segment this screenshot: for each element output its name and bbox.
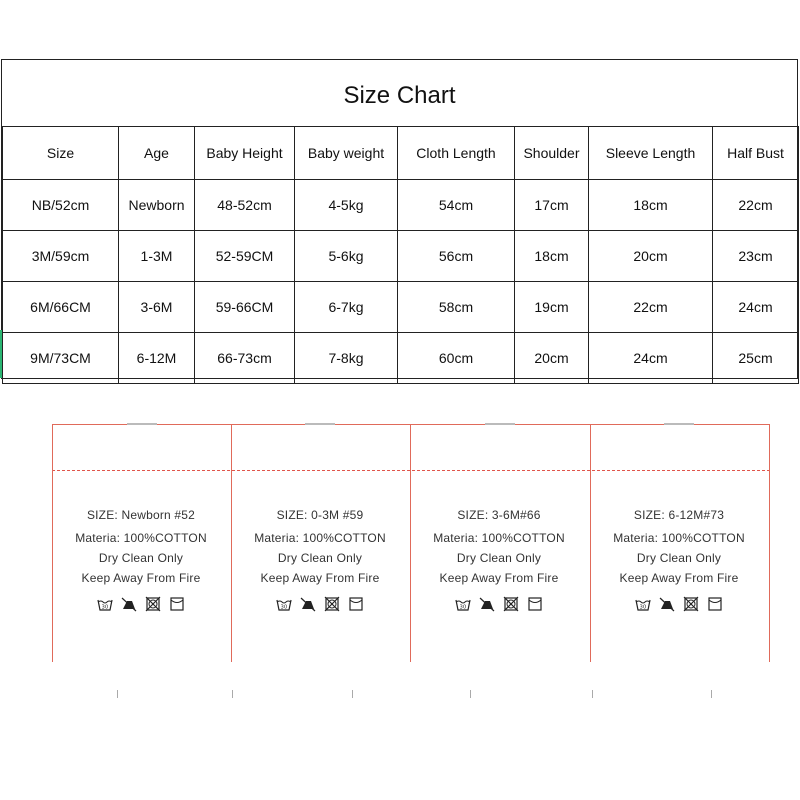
table-cell: 52-59CM: [195, 231, 295, 282]
table-cell: 58cm: [398, 282, 515, 333]
table-cell: NB/52cm: [3, 180, 119, 231]
label-care-text: Dry Clean Only: [98, 551, 184, 565]
table-cell: 6-12M: [119, 333, 195, 384]
svg-text:30: 30: [101, 604, 109, 611]
cut-mark: [232, 690, 233, 698]
cut-mark: [352, 690, 353, 698]
left-accent-bar: [0, 330, 2, 378]
header-half-bust: Half Bust: [713, 127, 799, 180]
wash-30-icon: [97, 596, 113, 612]
cut-mark: [592, 690, 593, 698]
header-cloth-length: Cloth Length: [398, 127, 515, 180]
table-cell: 18cm: [515, 231, 589, 282]
label-divider: [769, 424, 770, 662]
size-table: [2, 126, 799, 384]
care-icons: [590, 596, 768, 612]
header-shoulder: Shoulder: [515, 127, 589, 180]
no-tumble-dry-icon: [503, 596, 519, 612]
table-row: [3, 180, 799, 231]
header-baby-weight: Baby weight: [295, 127, 398, 180]
table-cell: 3M/59cm: [3, 231, 119, 282]
table-cell: 22cm: [713, 180, 799, 231]
no-tumble-dry-icon: [324, 596, 340, 612]
dry-flat-icon: [527, 596, 543, 612]
care-icons: [231, 596, 409, 612]
table-cell: 3-6M: [119, 282, 195, 333]
garment-label-newborn: [52, 505, 230, 612]
label-strip-top-rule: [52, 424, 770, 425]
table-cell: 19cm: [515, 282, 589, 333]
table-cell: 6-7kg: [295, 282, 398, 333]
label-care-text: Dry Clean Only: [277, 551, 363, 565]
dry-flat-icon: [707, 596, 723, 612]
label-care-text: Keep Away From Fire: [81, 571, 201, 585]
care-icons: [52, 596, 230, 612]
table-cell: 7-8kg: [295, 333, 398, 384]
label-material: Materia: 100%COTTON: [613, 531, 745, 545]
svg-text:30: 30: [459, 604, 467, 611]
table-cell: 25cm: [713, 333, 799, 384]
table-cell: 23cm: [713, 231, 799, 282]
table-cell: 6M/66CM: [3, 282, 119, 333]
iron-icon: [479, 596, 495, 612]
label-care-text: Keep Away From Fire: [260, 571, 380, 585]
header-size: Size: [3, 127, 119, 180]
cut-mark: [711, 690, 712, 698]
svg-text:30: 30: [639, 604, 647, 611]
garment-label-3-6m: [410, 505, 588, 612]
label-material: Materia: 100%COTTON: [433, 531, 565, 545]
iron-icon: [659, 596, 675, 612]
no-tumble-dry-icon: [683, 596, 699, 612]
no-tumble-dry-icon: [145, 596, 161, 612]
label-care-text: Keep Away From Fire: [439, 571, 559, 585]
dry-flat-icon: [348, 596, 364, 612]
table-cell: 56cm: [398, 231, 515, 282]
garment-label-0-3m: [231, 505, 409, 612]
stitch-mark: [664, 423, 694, 425]
table-cell: 66-73cm: [195, 333, 295, 384]
table-cell: 59-66CM: [195, 282, 295, 333]
label-material: Materia: 100%COTTON: [75, 531, 207, 545]
table-row: [3, 231, 799, 282]
stitch-mark: [485, 423, 515, 425]
chart-title: Size Chart: [2, 60, 797, 127]
table-cell: 1-3M: [119, 231, 195, 282]
table-cell: 5-6kg: [295, 231, 398, 282]
table-cell: 20cm: [589, 231, 713, 282]
label-size: SIZE: 6-12M#73: [633, 508, 725, 522]
label-size: SIZE: Newborn #52: [86, 508, 196, 522]
table-row: [3, 333, 799, 384]
table-cell: 17cm: [515, 180, 589, 231]
label-size: SIZE: 0-3M #59: [276, 508, 364, 522]
table-cell: 22cm: [589, 282, 713, 333]
table-cell: 4-5kg: [295, 180, 398, 231]
wash-30-icon: [455, 596, 471, 612]
table-cell: 24cm: [589, 333, 713, 384]
stitch-mark: [305, 423, 335, 425]
table-cell: 60cm: [398, 333, 515, 384]
table-cell: 54cm: [398, 180, 515, 231]
wash-30-icon: [276, 596, 292, 612]
table-row: [3, 282, 799, 333]
dry-flat-icon: [169, 596, 185, 612]
care-icons: [410, 596, 588, 612]
header-baby-height: Baby Height: [195, 127, 295, 180]
iron-icon: [121, 596, 137, 612]
table-cell: 9M/73CM: [3, 333, 119, 384]
stitch-mark: [127, 423, 157, 425]
size-chart: [1, 59, 798, 379]
cut-mark: [470, 690, 471, 698]
header-age: Age: [119, 127, 195, 180]
label-material: Materia: 100%COTTON: [254, 531, 386, 545]
cut-mark: [117, 690, 118, 698]
garment-label-6-12m: [590, 505, 768, 612]
header-row: [3, 127, 799, 180]
svg-text:30: 30: [280, 604, 288, 611]
label-size: SIZE: 3-6M#66: [457, 508, 541, 522]
label-fold-dashed-line: [52, 470, 770, 471]
wash-30-icon: [635, 596, 651, 612]
iron-icon: [300, 596, 316, 612]
table-cell: 18cm: [589, 180, 713, 231]
table-cell: 24cm: [713, 282, 799, 333]
header-sleeve-length: Sleeve Length: [589, 127, 713, 180]
table-cell: 48-52cm: [195, 180, 295, 231]
label-care-text: Dry Clean Only: [636, 551, 722, 565]
label-care-text: Keep Away From Fire: [619, 571, 739, 585]
label-care-text: Dry Clean Only: [456, 551, 542, 565]
table-cell: 20cm: [515, 333, 589, 384]
table-cell: Newborn: [119, 180, 195, 231]
